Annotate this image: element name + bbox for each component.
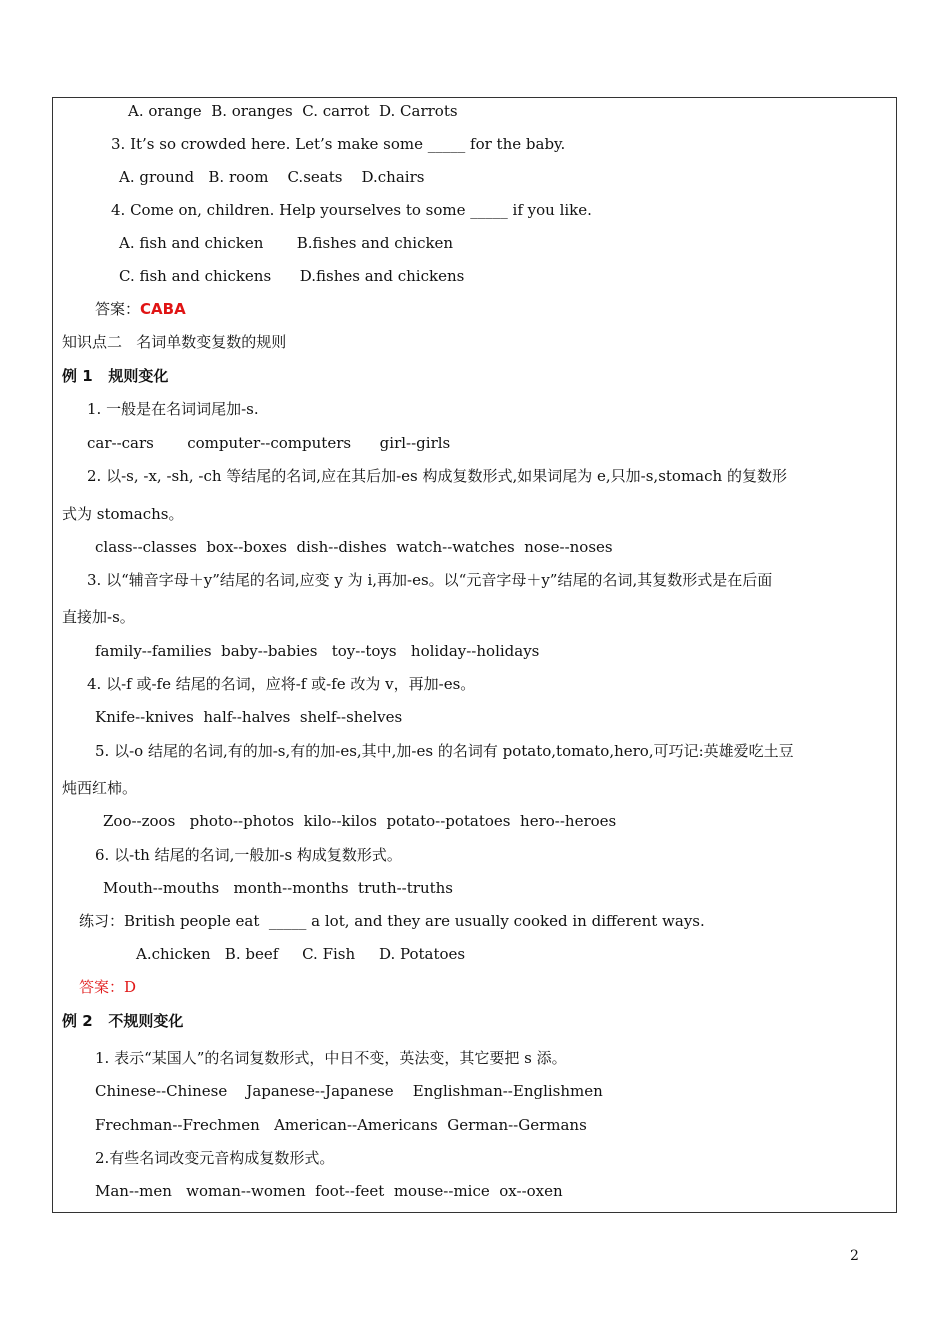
answer-value: CABA: [140, 300, 186, 318]
q2-options: A. orange B. oranges C. carrot D. Carrots: [128, 102, 458, 120]
section-heading: 知识点二 名词单数变复数的规则: [62, 333, 287, 351]
answer-1: [95, 299, 186, 319]
example-2-heading: 例 2 不规则变化: [62, 1012, 184, 1030]
rule-5-line2: 炖西红柿。: [62, 779, 138, 797]
question-4: 4. Come on, children. Help yourselves to some _____ if you like.: [111, 201, 592, 219]
irregular-rule-1-examples-2: Frechman--Frechmen American--Americans German--Germans: [95, 1116, 587, 1134]
rule-3-line1: 3. 以“辅音字母＋y”结尾的名词,应变 y 为 i,再加-es。以“元音字母＋y”结尾的名词,其复数形式是在后面: [87, 571, 773, 589]
rule-5-examples: Zoo--zoos photo--photos kilo--kilos potato--potatoes hero--heroes: [103, 812, 617, 830]
irregular-rule-2-examples: Man--men woman--women foot--feet mouse--mice ox--oxen: [95, 1182, 563, 1200]
irregular-rule-2: 2.有些名词改变元音构成复数形式。: [95, 1149, 335, 1167]
rule-6-examples: Mouth--mouths month--months truth--truths: [103, 879, 453, 897]
practice-question: 练习：British people eat _____ a lot, and they are usually cooked in different ways.: [79, 912, 705, 930]
rule-4-examples: Knife--knives half--halves shelf--shelves: [95, 708, 403, 726]
irregular-rule-1: 1. 表示“某国人”的名词复数形式，中日不变，英法变，其它要把 s 添。: [95, 1049, 567, 1067]
rule-1-examples: car--cars computer--computers girl--girls: [87, 434, 451, 452]
rule-5-line1: 5. 以-o 结尾的名词,有的加-s,有的加-es,其中,加-es 的名词有 potato,tomato,hero,可巧记:英雄爱吃土豆: [95, 742, 794, 760]
practice-options: A.chicken B. beef C. Fish D. Potatoes: [136, 945, 466, 963]
rule-3-examples: family--families baby--babies toy--toys holiday--holidays: [95, 642, 540, 660]
answer-2: 答案：D: [79, 978, 137, 996]
rule-1: 1. 一般是在名词词尾加-s.: [87, 400, 259, 418]
rule-6: 6. 以-th 结尾的名词,一般加-s 构成复数形式。: [95, 846, 402, 864]
rule-2-examples: class--classes box--boxes dish--dishes watch--watches nose--noses: [95, 538, 613, 556]
q4-options-row2: C. fish and chickens D.fishes and chickens: [119, 267, 465, 285]
rule-3-line2: 直接加-s。: [62, 608, 135, 626]
answer-label: 答案：: [95, 300, 141, 318]
irregular-rule-1-examples-1: Chinese--Chinese Japanese--Japanese Englishman--Englishmen: [95, 1082, 603, 1100]
example-1-heading: 例 1 规则变化: [62, 367, 169, 385]
rule-2-line2: 式为 stomachs。: [62, 505, 184, 523]
page-number: 2: [850, 1248, 859, 1264]
question-3: 3. It’s so crowded here. Let’s make some _____ for the baby.: [111, 135, 566, 153]
rule-2-line1: 2. 以-s, -x, -sh, -ch 等结尾的名词,应在其后加-es 构成复数形式,如果词尾为 e,只加-s,stomach 的复数形: [87, 467, 787, 485]
q4-options-row1: A. fish and chicken B.fishes and chicken: [119, 234, 454, 252]
rule-4: 4. 以-f 或-fe 结尾的名词，应将-f 或-fe 改为 v，再加-es。: [87, 675, 476, 693]
q3-options: A. ground B. room C.seats D.chairs: [119, 168, 425, 186]
